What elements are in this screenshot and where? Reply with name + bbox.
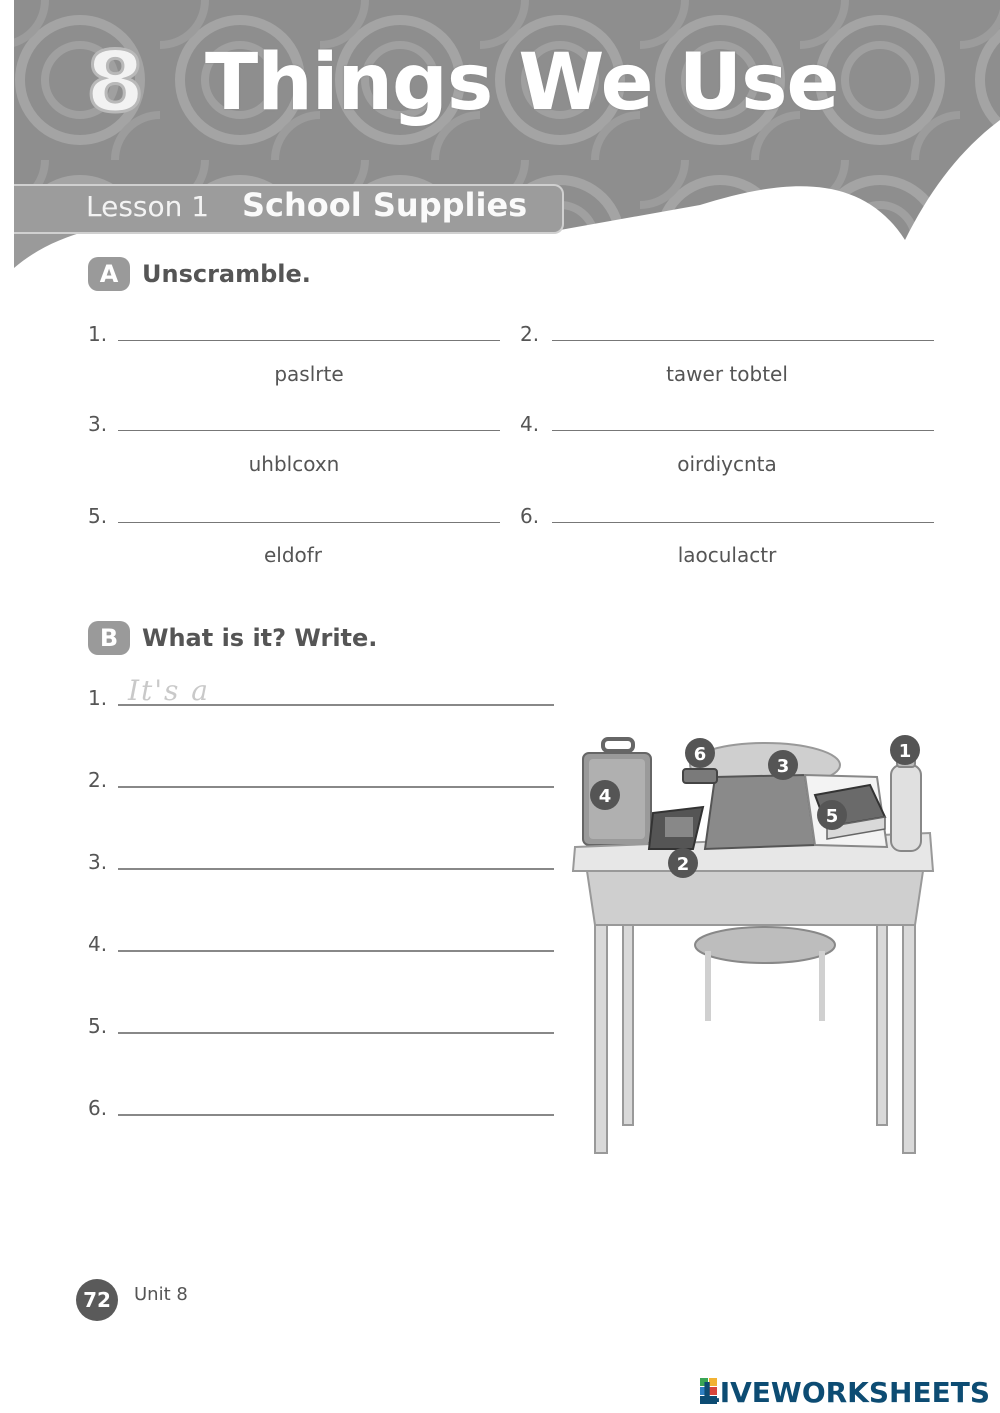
section-b-title: What is it? Write. <box>142 624 378 652</box>
a-item-3-scrambled-word: uhblcoxn <box>248 452 340 476</box>
unit-label: Unit 8 <box>134 1284 188 1305</box>
a-item-5-answer-line[interactable] <box>118 522 500 523</box>
a-item-5-number: 5. <box>88 504 108 528</box>
b-item-4-number: 4. <box>88 932 108 956</box>
picture-label-3 <box>768 750 798 780</box>
svg-text:4: 4 <box>598 786 612 807</box>
section-b-badge: B <box>88 621 130 655</box>
b-item-4-answer-line[interactable] <box>118 950 554 952</box>
a-item-6-scrambled-word: laoculactr <box>677 543 777 567</box>
a-item-4-scrambled-word: oirdiycnta <box>677 452 777 476</box>
b-item-2-answer-line[interactable] <box>118 786 554 788</box>
picture-label-4 <box>590 780 620 810</box>
brand-wordmark[interactable]: LIVEWORKSHEETS <box>701 1376 990 1409</box>
unit-title: Things We Use <box>205 38 839 128</box>
a-item-1-scrambled-word: paslrte <box>274 362 344 386</box>
svg-text:2: 2 <box>676 854 690 875</box>
a-item-4-answer-line[interactable] <box>552 430 934 431</box>
b-item-5-number: 5. <box>88 1014 108 1038</box>
page-number: 72 <box>76 1279 118 1321</box>
lesson-label: Lesson 1 <box>86 190 210 223</box>
a-item-2-number: 2. <box>520 322 540 346</box>
section-a-title: Unscramble. <box>142 260 311 288</box>
unit-number: 8 <box>86 33 143 131</box>
b-item-1-answer-line[interactable] <box>118 704 554 706</box>
b-item-6-answer-line[interactable] <box>118 1114 554 1116</box>
svg-text:5: 5 <box>825 806 839 827</box>
lesson-title: School Supplies <box>242 186 528 224</box>
a-item-4-number: 4. <box>520 412 540 436</box>
b-item-5-answer-line[interactable] <box>118 1032 554 1034</box>
svg-text:1: 1 <box>898 741 912 762</box>
a-item-5-scrambled-word: eldofr <box>263 543 323 567</box>
b-item-2-number: 2. <box>88 768 108 792</box>
svg-text:6: 6 <box>693 744 707 765</box>
desk-illustration <box>565 725 945 1165</box>
a-item-1-answer-line[interactable] <box>118 340 500 341</box>
section-a-badge: A <box>88 257 130 291</box>
picture-label-5 <box>817 800 847 830</box>
a-item-2-answer-line[interactable] <box>552 340 934 341</box>
b-item-1-number: 1. <box>88 686 108 710</box>
b-item-3-number: 3. <box>88 850 108 874</box>
picture-label-2 <box>668 848 698 878</box>
picture-label-1 <box>890 735 920 765</box>
calculator-picture <box>649 807 703 849</box>
svg-text:3: 3 <box>776 756 790 777</box>
b-item-3-answer-line[interactable] <box>118 868 554 870</box>
water-bottle-picture <box>891 751 921 851</box>
stapler-picture <box>683 769 717 783</box>
a-item-6-number: 6. <box>520 504 540 528</box>
a-item-6-answer-line[interactable] <box>552 522 934 523</box>
a-item-2-scrambled-word: tawer tobtel <box>666 362 788 386</box>
a-item-3-answer-line[interactable] <box>118 430 500 431</box>
picture-label-6 <box>685 738 715 768</box>
a-item-3-number: 3. <box>88 412 108 436</box>
a-item-1-number: 1. <box>88 322 108 346</box>
b-item-6-number: 6. <box>88 1096 108 1120</box>
b-example-hint: It's a <box>128 674 210 707</box>
